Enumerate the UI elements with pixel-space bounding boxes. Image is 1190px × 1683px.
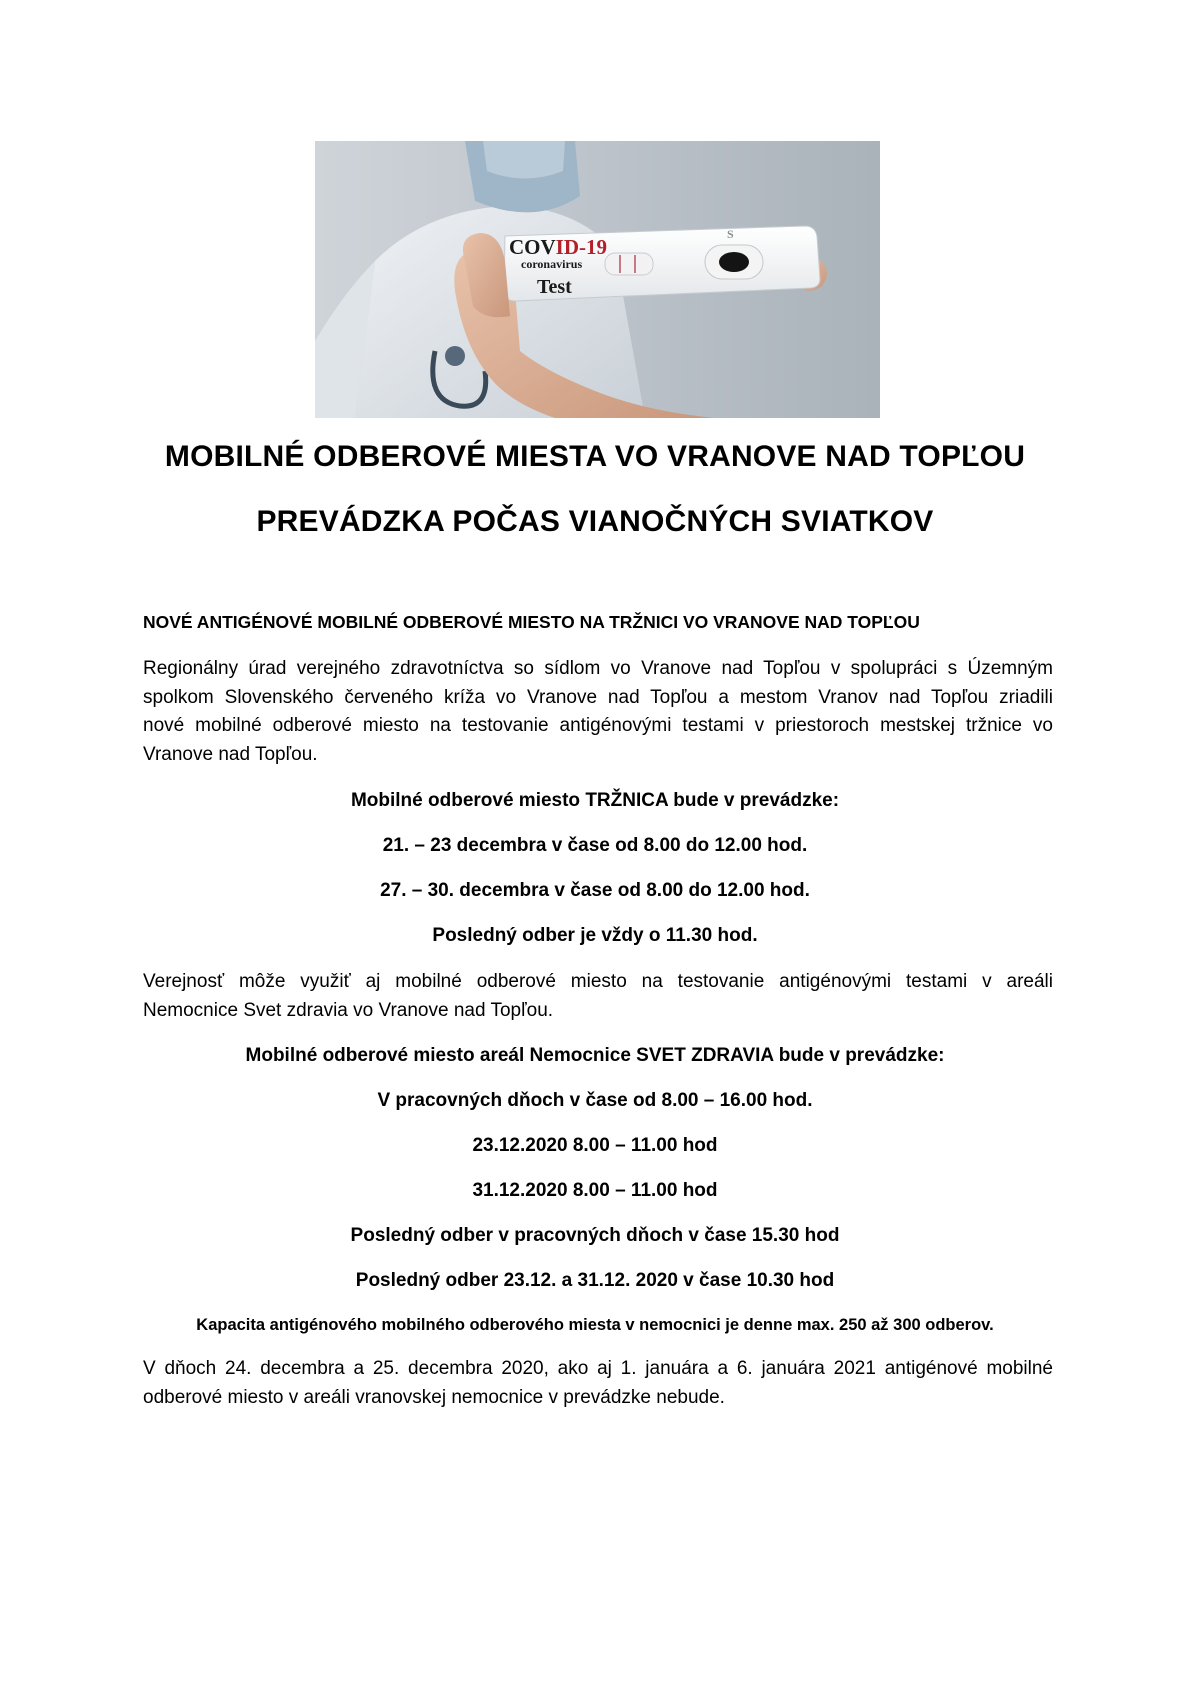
covid-suffix-text: ID-19 [555,235,608,259]
trznica-schedule-2: 27. – 30. decembra v čase od 8.00 do 12.00 hod. [380,880,810,901]
coronavirus-text: coronavirus [521,257,583,271]
svg-text:COVID-19 [509,235,607,259]
hospital-last-special: Posledný odber 23.12. a 31.12. 2020 v čase 10.30 hod [355,1270,835,1291]
paragraph-line: Nemocnice Svet zdravia vo Vranove nad Topľou. [143,999,554,1021]
paragraph-line: V dňoch 24. decembra a 25. decembra 2020, ako aj 1. januára a 6. januára 2021 antigénové mobilné [143,1358,1053,1379]
paragraph-line: nové mobilné odberové miesto na testovanie antigénovými testami v priestoroch mestskej tržnice vo [143,715,1053,736]
paragraph-line: spolkom Slovenského červeného kríža vo Vranove nad Topľou a mestom Vranov nad Topľou zriadili [143,686,1053,708]
test-text: Test [537,276,572,298]
paragraph-line: Verejnosť môže využiť aj mobilné odberové miesto na testovanie antigénovými testami v areáli [143,971,1053,992]
page-title: MOBILNÉ ODBEROVÉ MIESTA VO VRANOVE NAD TOPĽOU [164,440,1026,473]
hospital-last-workdays: Posledný odber v pracovných dňoch v čase 15.30 hod [350,1225,840,1246]
trznica-schedule-1: 21. – 23 decembra v čase od 8.00 do 12.00 hod. [382,835,808,856]
section-heading: NOVÉ ANTIGÉNOVÉ MOBILNÉ ODBEROVÉ MIESTO NA TRŽNICI VO VRANOVE NAD TOPĽOU [143,612,920,632]
covid-test-photo [315,141,880,418]
paragraph-line: Regionálny úrad verejného zdravotníctva so sídlom vo Vranove nad Topľou v spolupráci s Územným [143,658,1053,679]
test-cassette [504,226,820,301]
hospital-day-1: 23.12.2020 8.00 – 11.00 hod [472,1135,718,1156]
paragraph-line: Vranove nad Topľou. [143,743,318,765]
trznica-heading: Mobilné odberové miesto TRŽNICA bude v prevádzke: [350,790,840,811]
trznica-last-sample: Posledný odber je vždy o 11.30 hod. [432,925,758,946]
hospital-capacity: Kapacita antigénového mobilného odberového miesta v nemocnici je denne max. 250 až 300 odberov. [196,1316,994,1334]
hospital-workdays: V pracovných dňoch v čase od 8.00 – 16.00 hod. [377,1090,813,1111]
intro-paragraph [143,655,1053,769]
hospital-paragraph [143,968,1053,1025]
page-subtitle: PREVÁDZKA POČAS VIANOČNÝCH SVIATKOV [256,505,934,538]
paragraph-line: odberové miesto v areáli vranovskej nemocnice v prevádzke nebude. [143,1386,725,1408]
strip-mark-text: S [727,227,734,241]
hospital-day-2: 31.12.2020 8.00 – 11.00 hod [472,1180,718,1201]
covid-test-illustration [315,141,880,418]
hospital-heading: Mobilné odberové miesto areál Nemocnice SVET ZDRAVIA bude v prevádzke: [245,1045,945,1066]
closing-paragraph [143,1355,1053,1412]
covid-prefix-text: COV [509,235,556,259]
